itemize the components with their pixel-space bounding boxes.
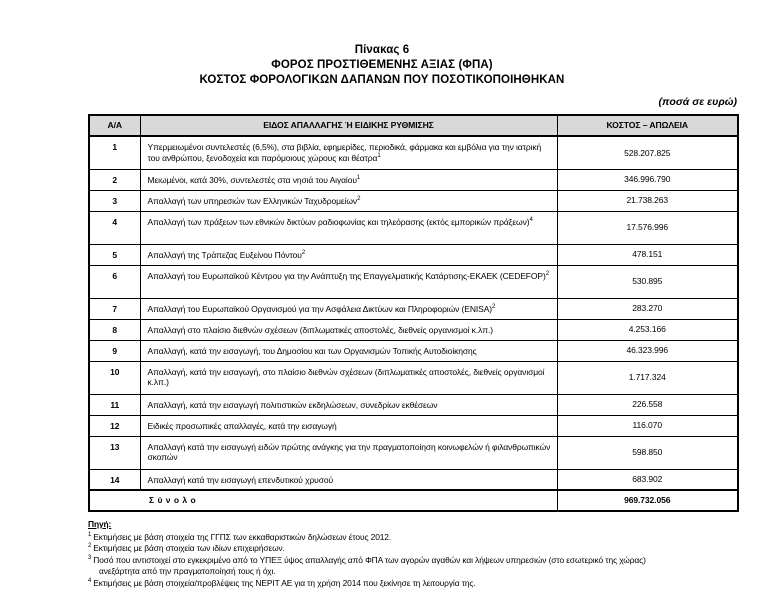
description-text: Απαλλαγή κατά την εισαγωγή ειδών πρώτης ανάγκης για την πραγματοποίηση κοινωφελών ή φιλανθρωπικών σκοπών xyxy=(147,441,551,462)
description-text: Μειωμένοι, κατά 30%, συντελεστές στα νησιά του Αιγαίου xyxy=(147,174,357,185)
footnote-reference: 1 xyxy=(377,152,381,159)
description-text: Απαλλαγή, κατά την εισαγωγή πολιτιστικών εκδηλώσεων, συνεδρίων εκθέσεων xyxy=(147,399,438,410)
column-header-cost-loss: ΚΟΣΤΟΣ – ΑΠΩΛΕΙΑ xyxy=(557,115,738,136)
description-cell xyxy=(140,361,557,394)
footnotes-section xyxy=(88,519,734,589)
description-text: Υπερμειωμένοι συντελεστές (6,5%), στα βιβλία, εφημερίδες, περιοδικά, φάρμακα και εμβόλια για την ιατρική του ανθρώπου, ξενοδοχεία και παρόμοιους χώρους και θέατρα xyxy=(147,142,542,163)
tax-expenditure-table xyxy=(88,114,739,512)
aa-cell: 7 xyxy=(89,298,140,319)
cost-cell: 283.270 xyxy=(557,298,738,319)
table-row xyxy=(89,469,738,490)
source-label: Πηγή: xyxy=(88,519,112,529)
footnote-reference: 2 xyxy=(545,270,549,277)
footnote-reference: 1 xyxy=(356,174,361,181)
description-text: Απαλλαγή στο πλαίσιο διεθνών σχέσεων (διπλωματικές αποστολές, διεθνείς οργανισμοί κ.λπ.) xyxy=(147,324,493,335)
table-row xyxy=(89,415,738,436)
description-cell xyxy=(140,469,557,490)
description-cell xyxy=(140,340,557,361)
cost-cell: 346.996.790 xyxy=(557,169,738,190)
aa-cell: 14 xyxy=(89,469,140,490)
table-row xyxy=(89,169,738,190)
title-block xyxy=(0,0,764,88)
currency-unit-note: (ποσά σε ευρώ) xyxy=(658,96,737,108)
description-text: Απαλλαγή της Τράπεζας Ευξείνου Πόντου xyxy=(147,249,302,260)
cost-cell: 598.850 xyxy=(557,436,738,469)
column-header-exemption-kind: ΕΙΔΟΣ ΑΠΑΛΛΑΓΗΣ Ή ΕΙΔΙΚΗΣ ΡΥΘΜΙΣΗΣ xyxy=(140,115,557,136)
total-row xyxy=(89,490,738,511)
description-cell xyxy=(140,319,557,340)
cost-cell: 226.558 xyxy=(557,394,738,415)
footnote-1 xyxy=(88,532,734,544)
footnote-text: Ποσό που αντιστοιχεί στο εγκεκριμένο από το ΥΠΕΞ ύψος απαλλαγής από ΦΠΑ των αγορών αγαθών και λήψεων υπηρεσιών (στο εσωτερικό της χώρας) xyxy=(93,554,646,565)
description-text: Απαλλαγή, κατά την εισαγωγή, του Δημοσίου και των Οργανισμών Τοπικής Αυτοδιοίκησης xyxy=(147,345,477,356)
aa-cell: 8 xyxy=(89,319,140,340)
total-value: 969.732.056 xyxy=(557,490,738,511)
total-label: Σ ύ ν ο λ ο xyxy=(89,490,557,511)
footnote-text: Εκτιμήσεις με βάση στοιχεία της ΓΓΠΣ των εκκαθαριστικών δηλώσεων έτους 2012. xyxy=(93,531,392,542)
description-cell xyxy=(140,169,557,190)
description-cell xyxy=(140,298,557,319)
table-row xyxy=(89,361,738,394)
description-text: Απαλλαγή κατά την εισαγωγή επενδυτικού χρυσού xyxy=(147,474,334,485)
description-cell xyxy=(140,265,557,298)
title-cost-of-tax-expenditures: ΚΟΣΤΟΣ ΦΟΡΟΛΟΓΙΚΩΝ ΔΑΠΑΝΩΝ ΠΟΥ ΠΟΣΟΤΙΚΟΠΟΙΗΘΗΚΑΝ xyxy=(199,74,565,86)
aa-cell: 9 xyxy=(89,340,140,361)
column-header-aa: Α/Α xyxy=(89,115,140,136)
description-cell xyxy=(140,211,557,244)
cost-cell: 4.253.166 xyxy=(557,319,738,340)
table-row xyxy=(89,136,738,169)
footnote-marker: 4 xyxy=(88,577,92,584)
aa-cell: 5 xyxy=(89,244,140,265)
cost-cell: 478.151 xyxy=(557,244,738,265)
cost-cell: 46.323.996 xyxy=(557,340,738,361)
description-text: Απαλλαγή του Ευρωπαϊκού Κέντρου για την Ανάπτυξη της Επαγγελματικής Κατάρτισης-ΕΚΑΕΚ (CEDEFOP) xyxy=(147,270,546,281)
footnote-reference: 2 xyxy=(492,303,496,310)
cost-cell: 528.207.825 xyxy=(557,136,738,169)
cost-cell: 21.738.263 xyxy=(557,190,738,211)
footnote-reference: 4 xyxy=(529,216,533,223)
aa-cell: 6 xyxy=(89,265,140,298)
aa-cell: 4 xyxy=(89,211,140,244)
aa-cell: 10 xyxy=(89,361,140,394)
table-row xyxy=(89,436,738,469)
footnote-4 xyxy=(88,578,734,590)
header-row xyxy=(89,115,738,136)
table-row xyxy=(89,394,738,415)
footnote-text-continued: ανεξάρτητα από την πραγματοποίησή τους ή όχι. xyxy=(99,566,276,576)
table-row xyxy=(89,298,738,319)
description-cell xyxy=(140,244,557,265)
description-text: Απαλλαγή, κατά την εισαγωγή, στο πλαίσιο διεθνών σχέσεων (διπλωματικές αποστολές, διεθνείς οργανισμοί κ.λπ.) xyxy=(147,366,545,387)
cost-cell: 683.902 xyxy=(557,469,738,490)
table-row xyxy=(89,190,738,211)
aa-cell: 11 xyxy=(89,394,140,415)
aa-cell: 3 xyxy=(89,190,140,211)
cost-cell: 116.070 xyxy=(557,415,738,436)
footnote-3 xyxy=(88,555,734,578)
footnote-reference: 2 xyxy=(357,195,361,202)
description-cell xyxy=(140,190,557,211)
description-cell xyxy=(140,415,557,436)
footnote-marker: 3 xyxy=(88,554,92,561)
cost-cell: 17.576.996 xyxy=(557,211,738,244)
table-row xyxy=(89,319,738,340)
footnote-reference: 2 xyxy=(301,249,306,256)
description-text: Απαλλαγή των υπηρεσιών των Ελληνικών Ταχυδρομείων xyxy=(147,195,358,206)
cost-cell: 530.895 xyxy=(557,265,738,298)
aa-cell: 1 xyxy=(89,136,140,169)
description-text: Ειδικές προσωπικές απαλλαγές, κατά την εισαγωγή xyxy=(147,420,337,431)
table-row xyxy=(89,244,738,265)
footnote-text: Εκτιμήσεις με βάση στοιχεία/προβλέψεις της ΝΕΡΙΤ ΑΕ για τη χρήση 2014 που ξεκίνησε τη λειτουργία της. xyxy=(93,577,476,588)
description-cell xyxy=(140,436,557,469)
table-row xyxy=(89,340,738,361)
footnote-2 xyxy=(88,543,734,555)
aa-cell: 12 xyxy=(89,415,140,436)
description-text: Απαλλαγή των πράξεων των εθνικών δικτύων ραδιοφωνίας και τηλεόρασης (εκτός εμπορικών πράξεων) xyxy=(147,216,530,227)
table-caption: Πίνακας 6 xyxy=(354,44,410,56)
description-cell xyxy=(140,136,557,169)
aa-cell: 13 xyxy=(89,436,140,469)
footnote-marker: 1 xyxy=(88,531,92,538)
table-row xyxy=(89,211,738,244)
title-vat: ΦΟΡΟΣ ΠΡΟΣΤΙΘΕΜΕΝΗΣ ΑΞΙΑΣ (ΦΠΑ) xyxy=(271,59,493,71)
aa-cell: 2 xyxy=(89,169,140,190)
table-row xyxy=(89,265,738,298)
footnote-marker: 2 xyxy=(88,543,92,550)
cost-cell: 1.717.324 xyxy=(557,361,738,394)
description-text: Απαλλαγή του Ευρωπαϊκού Οργανισμού για την Ασφάλεια Δικτύων και Πληροφοριών (ENISA) xyxy=(147,303,493,314)
footnote-text: Εκτιμήσεις με βάση στοιχεία των ιδίων επιχειρήσεων. xyxy=(93,543,285,553)
description-cell xyxy=(140,394,557,415)
